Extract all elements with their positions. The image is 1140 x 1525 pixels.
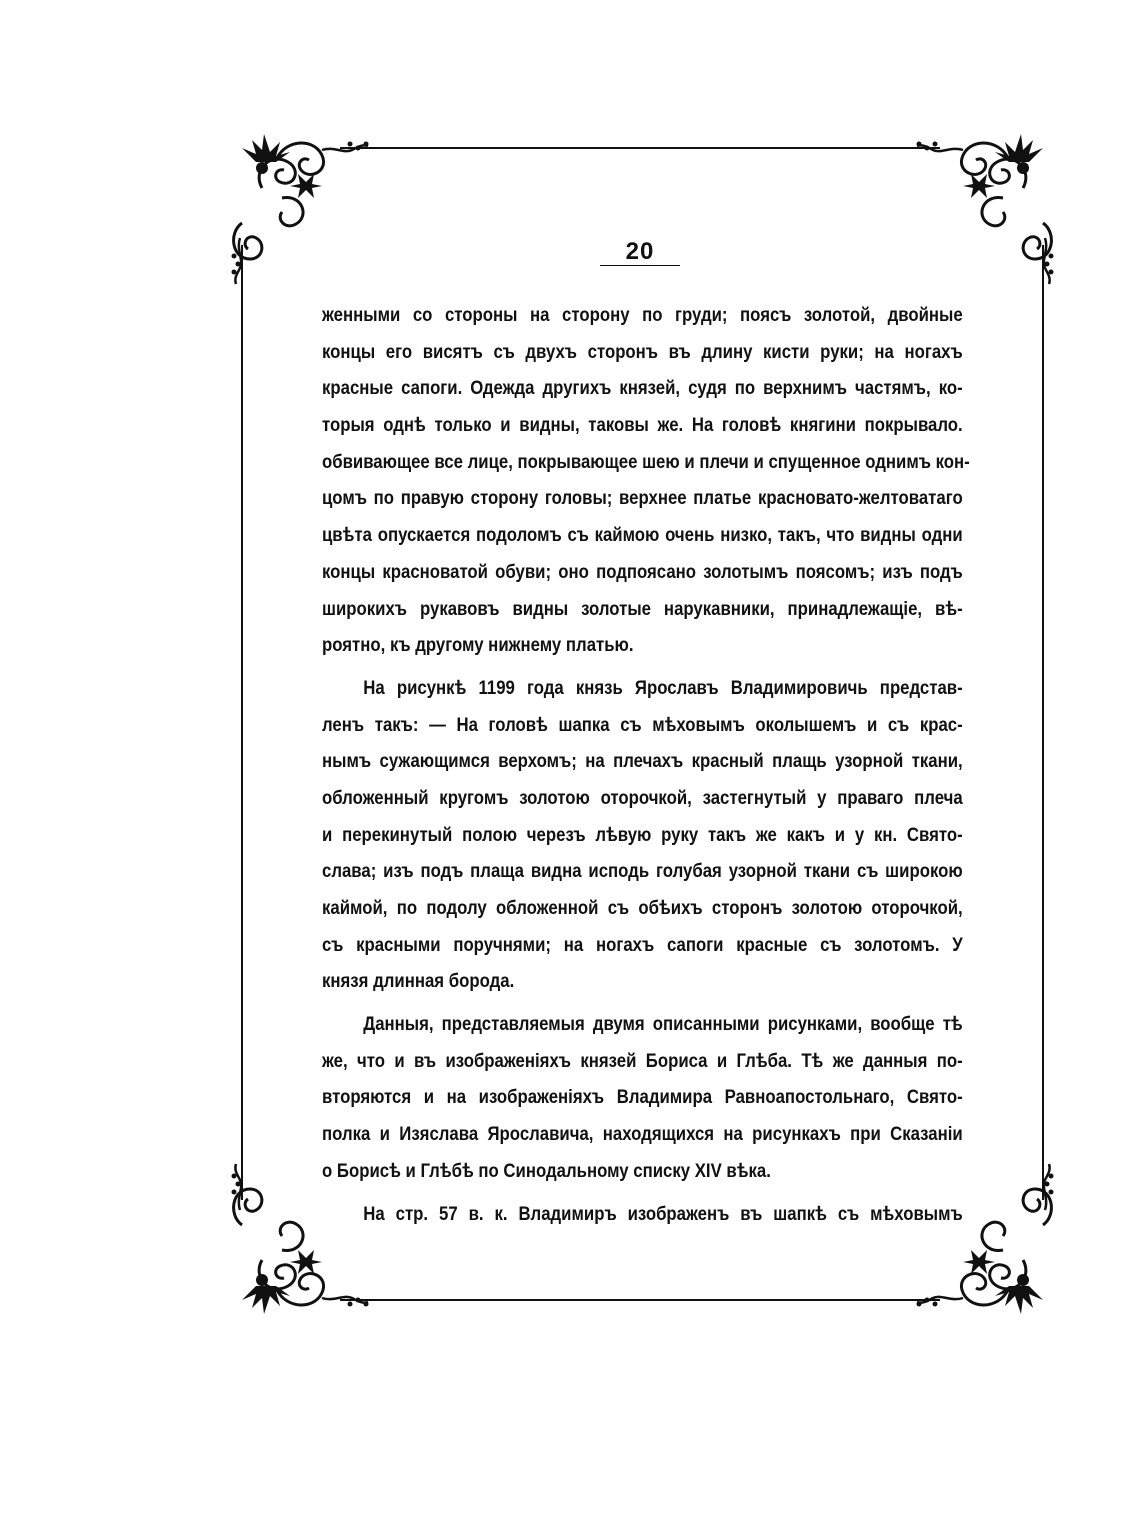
text-line: полка и Изяслава Ярославича, находящихся на рисункахъ при Сказаніи xyxy=(322,1123,963,1146)
text-line: концы красноватой обуви; оно подпоясано золотымъ поясомъ; изъ подъ xyxy=(322,560,963,583)
text-line: красные сапоги. Одежда другихъ князей, судя по верхнимъ частямъ, ко- xyxy=(322,377,963,400)
text-line: Данныя, представляемыя двумя описанными рисунками, вообще тѣ xyxy=(363,1013,963,1036)
text-line: концы его висятъ съ двухъ сторонъ въ длину кисти руки; на ногахъ xyxy=(322,340,963,363)
text-line: торыя однѣ только и видны, таковы же. На головѣ княгини покрывало. xyxy=(322,414,963,437)
text-line: цомъ по правую сторону головы; верхнее платье красновато-желтоватаго xyxy=(322,487,963,510)
text-line: каймой, по подолу обложенной съ обѣихъ сторонъ золотою оторочкой, xyxy=(322,897,963,919)
text-line: нымъ сужающимся верхомъ; на плечахъ красный плащь узорной ткани, xyxy=(322,750,963,773)
text-line: и перекинутый полою черезъ лѣвую руку такъ же какъ и у кн. Свято- xyxy=(322,823,963,846)
page-number: 20 xyxy=(625,238,655,265)
paragraph xyxy=(322,297,970,664)
corner-ornament-top-left xyxy=(232,134,369,284)
text-line: вторяются и на изображеніяхъ Владимира Равноапостольнаго, Свято- xyxy=(322,1086,963,1109)
text-line: женными со стороны на сторону по груди; поясъ золотой, двойные xyxy=(322,304,963,326)
text-line: широкихъ рукавовъ видны золотые нарукавники, принадлежащіе, вѣ- xyxy=(322,597,963,620)
paragraph xyxy=(322,670,963,1000)
text-line: съ красными поручнями; на ногахъ сапоги красные съ золотомъ. У xyxy=(322,933,963,956)
text-line: цвѣта опускается подоломъ съ каймою очень низко, такъ, что видны одни xyxy=(322,524,963,547)
text-line: ленъ такъ: — На головѣ шапка съ мѣховымъ околышемъ и съ крас- xyxy=(322,713,963,736)
text-line: о Борисѣ и Глѣбѣ по Синодальному списку XIV вѣка. xyxy=(322,1159,771,1182)
paragraph xyxy=(322,1196,963,1233)
text-line: обложенный кругомъ золотою оторочкой, застегнутый у праваго плеча xyxy=(322,786,963,809)
text-line: же, что и въ изображеніяхъ князей Бориса и Глѣба. Тѣ же данныя по- xyxy=(322,1049,963,1072)
paragraph xyxy=(322,1006,963,1189)
text-line: князя длинная борода. xyxy=(322,970,515,993)
text-line: роятно, къ другому нижнему платью. xyxy=(322,634,634,657)
text-line: обвивающее все лице, покрывающее шею и плечи и спущенное однимъ кон- xyxy=(322,450,970,473)
text-line: На стр. 57 в. к. Владимиръ изображенъ въ шапкѣ съ мѣховымъ xyxy=(363,1202,963,1225)
text-line: слава; изъ подъ плаща видна исподь голубая узорной ткани съ широкою xyxy=(322,860,963,883)
text-line: На рисункѣ 1199 года князь Ярославъ Владимировичь представ- xyxy=(363,676,963,699)
corner-ornament-top-right xyxy=(917,134,1054,284)
page-number-rule xyxy=(600,265,680,266)
body-text xyxy=(322,297,970,1232)
